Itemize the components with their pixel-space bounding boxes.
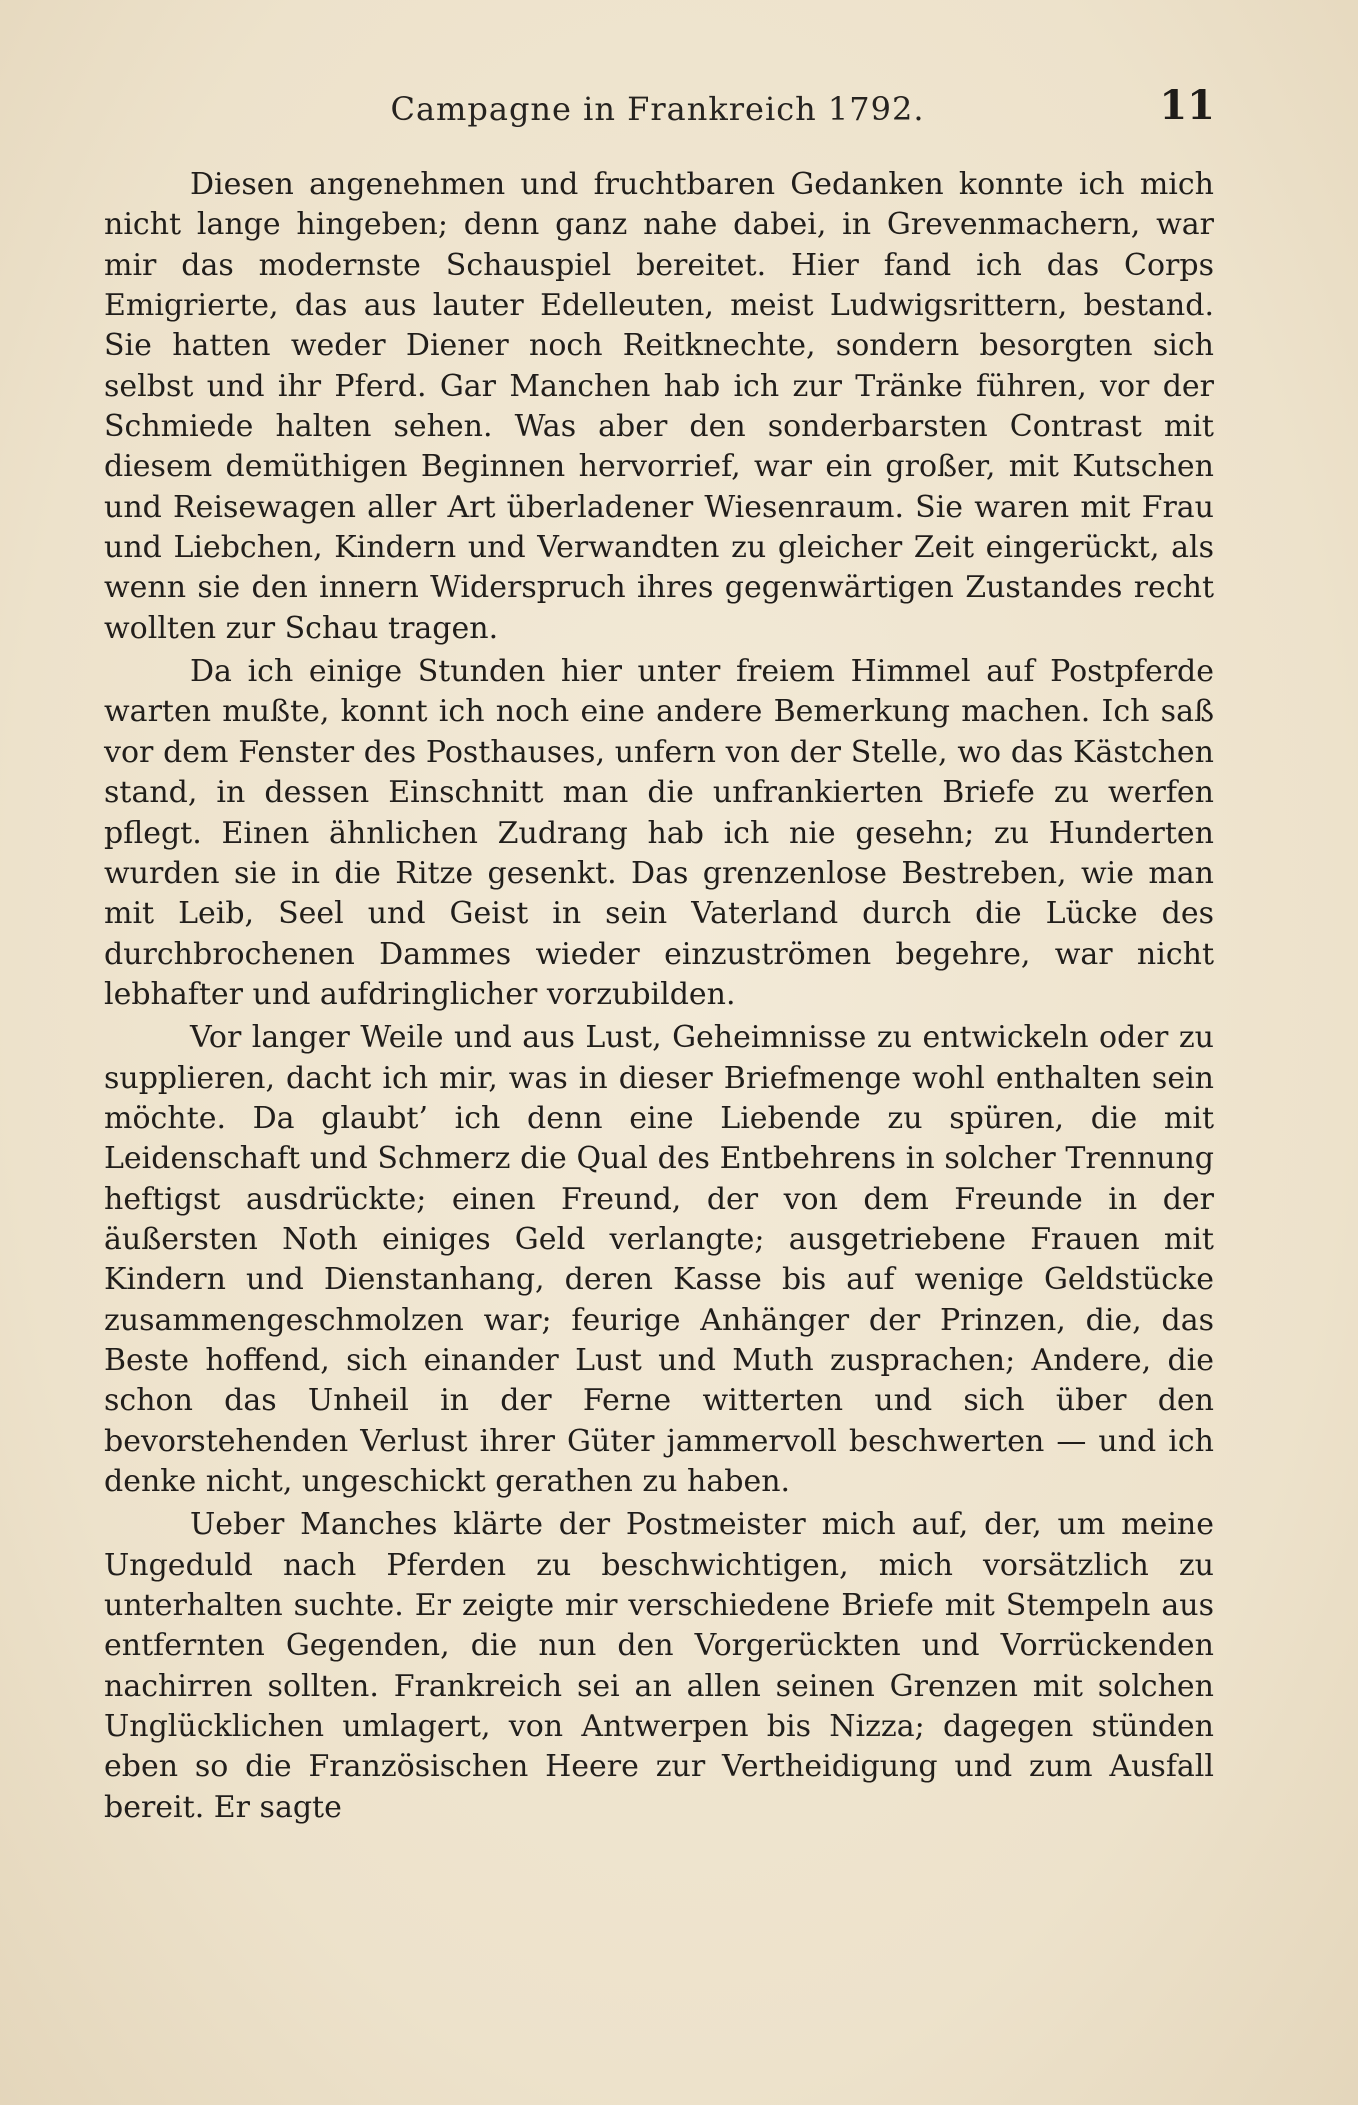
page-number: 11: [1159, 82, 1215, 129]
body-text: [104, 165, 1214, 1831]
running-title: Campagne in Frankreich 1792.: [390, 90, 925, 128]
paragraph: Vor langer Weile und aus Lust, Geheimnisse zu entwickeln oder zu supplieren, dacht ich mir, was in dieser Briefmenge wohl enthalten sein möchte. Da glaubt’ ich denn eine Liebende zu spüren, die mit Leidenschaft und Schmerz die Qual des Entbehrens in solcher Trennung heftigst ausdrückte; einen Freund, der von dem Freunde in der äußersten Noth einiges Geld verlangte; ausgetriebene Frauen mit Kindern und Dienstanhang, deren Kasse bis auf wenige Geldstücke zusammengeschmolzen war; feurige Anhänger der Prinzen, die, das Beste hoffend, sich einander Lust und Muth zusprachen; Andere, die schon das Unheil in der Ferne witterten und sich über den bevorstehenden Verlust ihrer Güter jammervoll beschwerten — und ich denke nicht, ungeschickt gerathen zu haben.: [104, 1020, 1214, 1499]
paragraph: Diesen angenehmen und fruchtbaren Gedanken konnte ich mich nicht lange hingeben; denn ganz nahe dabei, in Grevenmachern, war mir das modernste Schauspiel bereitet. Hier fand ich das Corps Emigrierte, das aus lauter Edelleuten, meist Ludwigsrittern, bestand. Sie hatten weder Diener noch Reitknechte, sondern besorgten sich selbst und ihr Pferd. Gar Manchen hab ich zur Tränke führen, vor der Schmiede halten sehen. Was aber den sonderbarsten Contrast mit diesem demüthigen Beginnen hervorrief, war ein großer, mit Kutschen und Reisewagen aller Art überladener Wiesenraum. Sie waren mit Frau und Liebchen, Kindern und Verwandten zu gleicher Zeit eingerückt, als wenn sie den innern Widerspruch ihres gegenwärtigen Zustandes recht wollten zur Schau tragen.: [104, 167, 1214, 646]
page-header: [100, 82, 1215, 138]
paragraph: Da ich einige Stunden hier unter freiem Himmel auf Postpferde warten mußte, konnt ich noch eine andere Bemerkung machen. Ich saß vor dem Fenster des Posthauses, unfern von der Stelle, wo das Kästchen stand, in dessen Einschnitt man die unfrankierten Briefe zu werfen pflegt. Einen ähnlichen Zudrang hab ich nie gesehn; zu Hunderten wurden sie in die Ritze gesenkt. Das grenzenlose Bestreben, wie man mit Leib, Seel und Geist in sein Vaterland durch die Lücke des durchbrochenen Dammes wieder einzuströmen begehre, war nicht lebhafter und aufdringlicher vorzubilden.: [104, 654, 1214, 1012]
paragraph: Ueber Manches klärte der Postmeister mich auf, der, um meine Ungeduld nach Pferden zu beschwichtigen, mich vorsätzlich zu unterhalten suchte. Er zeigte mir verschiedene Briefe mit Stempeln aus entfernten Gegenden, die nun den Vorgerückten und Vorrückenden nachirren sollten. Frankreich sei an allen seinen Grenzen mit solchen Unglücklichen umlagert, von Antwerpen bis Nizza; dagegen stünden eben so die Französischen Heere zur Vertheidigung und zum Ausfall bereit. Er sagte: [104, 1507, 1214, 1825]
